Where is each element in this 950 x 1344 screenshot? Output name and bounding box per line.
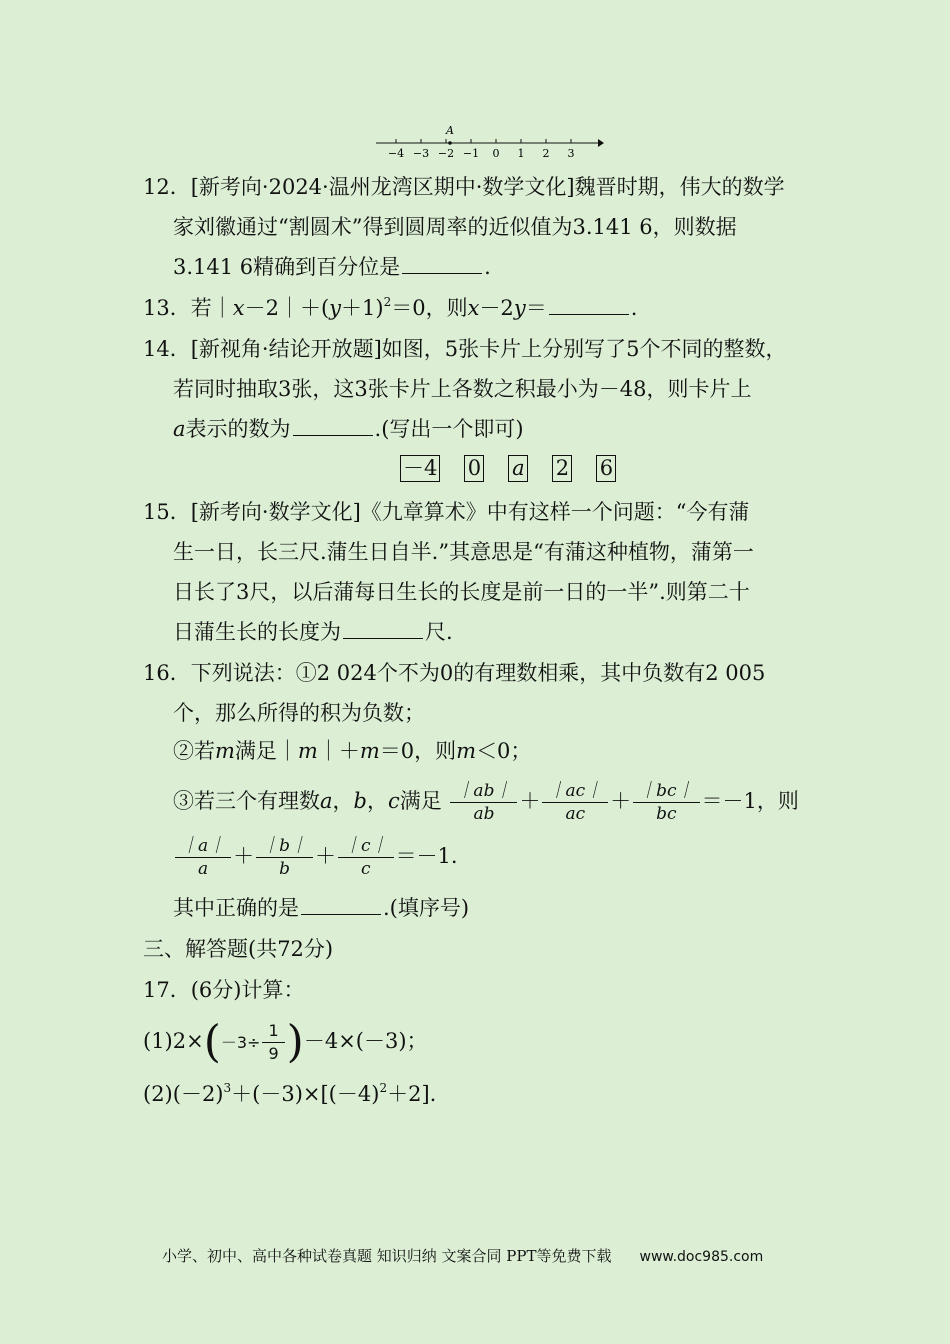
q12-answer-blank[interactable] — [402, 253, 482, 274]
tick-label: 0 — [492, 147, 500, 160]
footer-website[interactable]: www.doc985.com — [639, 1249, 764, 1265]
q14-line2: 若同时抽取3张，这3张卡片上各数之积最小为－48，则卡片上 — [173, 377, 752, 401]
number-line-ticks — [388, 139, 575, 160]
fraction-one-ninth: $\frac{1}{9}$ — [262, 1021, 284, 1064]
q16-answer-line: 其中正确的是 .(填序号) — [173, 896, 470, 920]
q16-line2: 个，那么所得的积为负数； — [173, 701, 425, 725]
card-4: 2 — [552, 455, 572, 482]
q17-part-2: $(2)(-2)^3+(-3)\times[(-4)^2+2]$. — [143, 1081, 437, 1106]
tick-label: 1 — [517, 147, 525, 160]
card-5: 6 — [596, 455, 616, 482]
card-2: 0 — [464, 455, 484, 482]
fraction-ab: $\frac{|ab|}{ab}$ — [450, 781, 517, 824]
q16-statement-3: ③若三个有理数a，b，c满足 $\frac{|ab|}{ab}$ ＋ $\frac{|ac|}{ac}$ ＋ $\frac{|bc|}{bc}$ ＝－1，则 — [173, 781, 799, 824]
fraction-c: $\frac{|c|}{c}$ — [338, 836, 394, 879]
q12-line3: 3.141 6精确到百分位是 . — [173, 255, 491, 279]
q15-line1: 15．[新考向·数学文化]《九章算术》中有这样一个问题：“今有蒲 — [143, 500, 750, 524]
fraction-a: $\frac{|a|}{a}$ — [175, 836, 231, 879]
q12-line1: 12．[新考向·2024·温州龙湾区期中·数学文化]魏晋时期，伟大的数学 — [143, 175, 785, 199]
q15-line2: 生一日，长三尺.蒲生日自半.”其意思是“有蒲这种植物，蒲第一 — [173, 540, 754, 564]
tick-label: 3 — [567, 147, 575, 160]
page-footer — [162, 1245, 763, 1266]
fraction-b: $\frac{|b|}{b}$ — [256, 836, 313, 879]
section-3-heading: 三、解答题(共72分) — [143, 937, 334, 961]
tick-label: −4 — [387, 147, 405, 160]
q16-answer-blank[interactable] — [301, 894, 381, 915]
q14-line1: 14．[新视角·结论开放题]如图，5张卡片上分别写了5个不同的整数， — [143, 337, 787, 361]
point-a-dot — [448, 141, 452, 145]
q13-line: 13．若$|x-2|+(y+1)^2=0$，则x－2y＝ . — [143, 295, 638, 320]
footer-text: 小学、初中、高中各种试卷真题 知识归纳 文案合同 PPT等免费下载 — [162, 1247, 612, 1265]
q12-line2: 家刘徽通过“割圆术”得到圆周率的近似值为3.141 6，则数据 — [173, 215, 737, 239]
q17-part-1: (1)2×(－3÷ $\frac{1}{9}$ )－4×(－3)； — [143, 1016, 428, 1068]
q13-answer-blank[interactable] — [549, 294, 629, 315]
card-1: －4 — [400, 455, 440, 482]
q15-line4: 日蒲生长的长度为 尺. — [173, 620, 453, 644]
q16-line1: 16．下列说法：①2 024个不为0的有理数相乘，其中负数有2 005 — [143, 661, 766, 685]
number-line-figure — [370, 122, 610, 164]
tick-label: −1 — [462, 147, 480, 160]
tick-label: −2 — [437, 147, 455, 160]
q15-line3: 日长了3尺，以后蒲每日生长的长度是前一日的一半”.则第二十 — [173, 580, 750, 604]
q14-line3: a表示的数为 .(写出一个即可) — [173, 417, 524, 441]
q14-answer-blank[interactable] — [293, 415, 373, 436]
q15-answer-blank[interactable] — [343, 618, 423, 639]
tick-label: −3 — [412, 147, 430, 160]
number-line-arrow — [598, 139, 604, 147]
fraction-bc: $\frac{|bc|}{bc}$ — [633, 781, 699, 824]
q16-statement-2: ②若m满足｜m｜＋m＝0，则m＜0； — [173, 739, 532, 763]
tick-label: 2 — [542, 147, 550, 160]
fraction-ac: $\frac{|ac|}{ac}$ — [542, 781, 608, 824]
card-3: a — [508, 455, 528, 482]
q14-cards — [400, 455, 640, 482]
q17-title: 17．(6分)计算： — [143, 978, 305, 1002]
q16-statement-3-cont: $\frac{|a|}{a}$ ＋ $\frac{|b|}{b}$ ＋ $\frac{|c|}{c}$ ＝－1. — [173, 835, 458, 879]
point-a-label: A — [446, 124, 454, 137]
